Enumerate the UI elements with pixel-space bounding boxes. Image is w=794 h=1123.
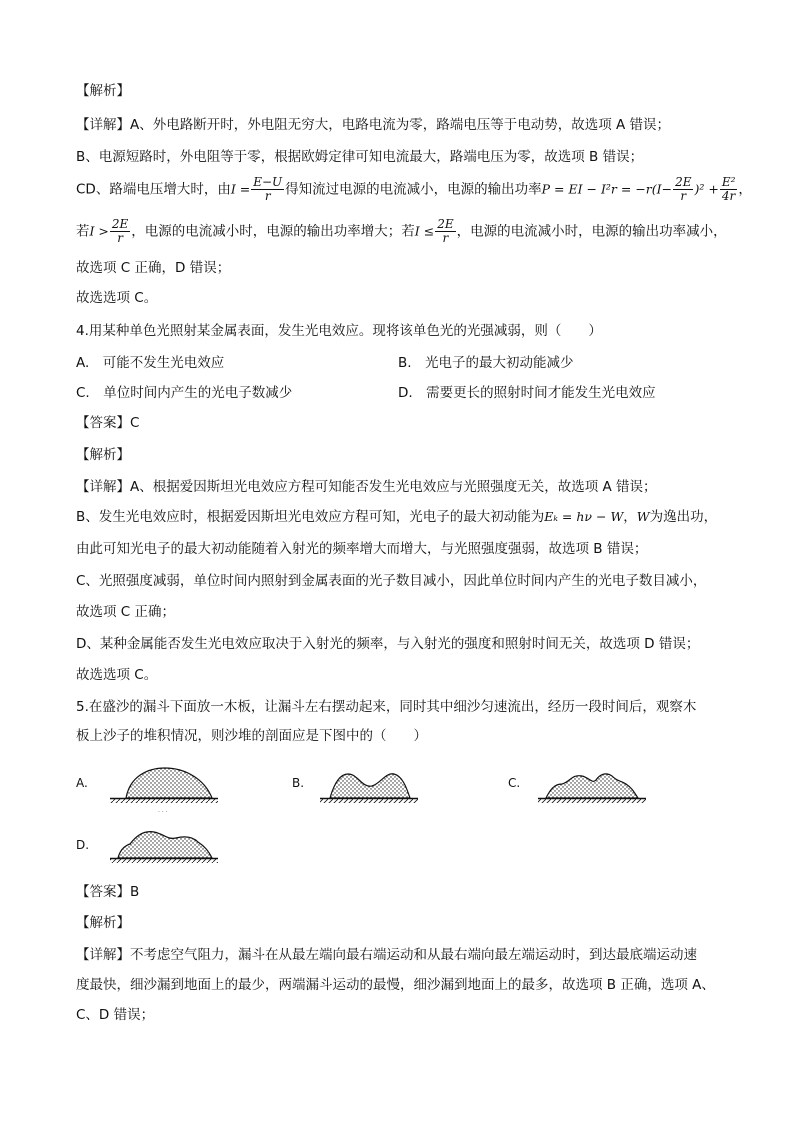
question-4: 4.用某种单色光照射某金属表面，发生光电效应。现将该单色光的光强减弱，则（ ） (76, 323, 602, 339)
detail-text: B、电源短路时，外电阻等于零，根据欧姆定律可知电流最大，路端电压为零，故选项 B 错误； (76, 149, 644, 165)
question-5: 5.在盛沙的漏斗下面放一木板，让漏斗左右摆动起来，同时其中细沙匀速流出，经历一段时间后，观察木 (76, 699, 697, 715)
q4-option-a: A. 可能不发生光电效应 (76, 355, 225, 371)
detail-text: C、D 错误； (76, 1007, 155, 1023)
q4-option-b: B. 光电子的最大初动能减少 (398, 355, 574, 371)
analysis-heading: 【解析】 (76, 447, 130, 463)
detail-text: 【详解】不考虑空气阻力，漏斗在从最左端向最右端运动和从最右端向最左端运动时，到达最底端运动速 (76, 947, 697, 963)
detail-text: 【详解】A、外电路断开时，外电阻无穷大，电路电流为零，路端电压等于电动势，故选项 A 错误； (76, 117, 671, 133)
q4-option-d: D. 需要更长的照射时间才能发生光电效应 (398, 385, 656, 401)
question-5: 板上沙子的堆积情况，则沙堆的剖面应是下图中的（ ） (76, 728, 427, 744)
detail-text-formula: B、发生光电效应时，根据爱因斯坦光电效应方程可知，光电子的最大初动能为Eₖ = hν − W，W为逸出功， (76, 509, 718, 525)
answer-5: 【答案】B (76, 884, 140, 900)
sand-pile-figure-b (318, 764, 420, 804)
sand-pile-figure-d (108, 822, 220, 864)
detail-text-formula: CD、路端电压增大时，由I = $\frac{E-U}{r}$ 得知流过电源的电流减小，电源的输出功率P = EI − I²r = −r(I− $\frac{2E}{r}$ )² + $\frac{\text{E²}}{4r}$ ， (76, 175, 752, 203)
detail-text: D、某种金属能否发生光电效应取决于入射光的频率，与入射光的强度和照射时间无关，故选项 D 错误； (76, 636, 700, 652)
detail-text: C、光照强度减弱，单位时间内照射到金属表面的光子数目减小，因此单位时间内产生的光电子数目减小， (76, 573, 707, 589)
figure-a-label: A. (76, 776, 88, 790)
detail-text: 故选项 C 正确，D 错误； (76, 260, 231, 276)
detail-text: 故选选项 C。 (76, 290, 158, 306)
detail-text: 由此可知光电子的最大初动能随着入射光的频率增大而增大，与光照强度强弱，故选项 B 错误； (76, 541, 648, 557)
detail-text: 度最快，细沙漏到地面上的最少，两端漏斗运动的最慢，细沙漏到地面上的最多，故选项 B 正确，选项 A、 (76, 977, 715, 993)
sand-pile-figure-a (108, 756, 220, 816)
detail-text: 故选项 C 正确； (76, 604, 176, 620)
figure-d-label: D. (76, 838, 90, 852)
figure-c-label: C. (508, 776, 521, 790)
analysis-heading: 【解析】 (76, 83, 130, 99)
figure-b-label: B. (292, 776, 305, 790)
analysis-heading: 【解析】 (76, 915, 130, 931)
sand-pile-figure-c (536, 764, 648, 804)
detail-text: 故选选项 C。 (76, 667, 158, 683)
svg-text:· · ·: · · · (158, 809, 168, 816)
detail-text-formula: 若I > $\frac{2E}{r}$ ，电源的电流减小时，电源的输出功率增大；若I ≤ $\frac{2E}{r}$ ，电源的电流减小时，电源的输出功率减小， (76, 217, 727, 245)
detail-text: 【详解】A、根据爱因斯坦光电效应方程可知能否发生光电效应与光照强度无关，故选项 A 错误； (76, 479, 657, 495)
q4-option-c: C. 单位时间内产生的光电子数减少 (76, 385, 293, 401)
answer-4: 【答案】C (76, 415, 140, 431)
